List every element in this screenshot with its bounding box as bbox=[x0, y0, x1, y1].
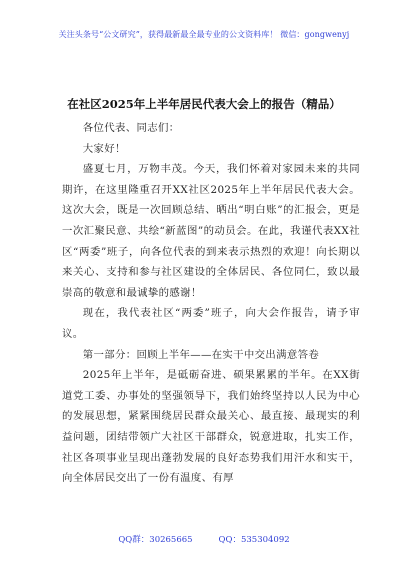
document-title: 在社区2025年上半年居民代表大会上的报告（精品） bbox=[67, 97, 341, 111]
footer-qq-group: QQ群：30265665 bbox=[118, 535, 193, 545]
footer-qq: QQ：535304092 bbox=[218, 535, 290, 545]
section-heading-part-one: 第一部分：回顾上半年——在实干中交出满意答卷 bbox=[82, 348, 320, 361]
paragraph-report-intro: 现在，我代表社区“两委”班子，向大会作报告，请予审议。 bbox=[62, 307, 360, 340]
greeting: 大家好！ bbox=[82, 142, 126, 155]
paragraph-review: 2025年上半年，是砥砺奋进、硕果累累的半年。在XX街道党工委、办事处的坚强领导下，我们始终坚持以人民为中心的发展思想，紧紧围绕居民群众最关心、最直接、最现实的利益问题，团结带领广大社区干部群众，锐意进取，扎实工作，社区各项事业呈现出蓬勃发展的良好态势我们用汗水和实干，向全体居民交出了一份有温度、有厚 bbox=[62, 369, 360, 485]
footer-contact bbox=[0, 533, 408, 545]
promo-banner: 关注头条号“公文研究”，获得最新最全最专业的公文资料库！ 微信：gongwenyj bbox=[58, 30, 350, 39]
document-body bbox=[62, 118, 360, 489]
salutation: 各位代表、同志们： bbox=[82, 122, 180, 134]
paragraph-opening: 盛夏七月，万物丰茂。今天，我们怀着对家园未来的共同期许，在这里隆重召开XX社区2025年上半年居民代表大会。这次大会，既是一次回顾总结、晒出“明白账”的汇报会，更是一次汇聚民意、共绘“新蓝图”的动员会。在此，我谨代表XX社区“两委”班子，向各位代表的到来表示热烈的欢迎！向长期以来关心、支持和参与社区建设的全体居民、各位同仁，致以最崇高的敬意和最诚挚的感谢！ bbox=[62, 163, 360, 299]
